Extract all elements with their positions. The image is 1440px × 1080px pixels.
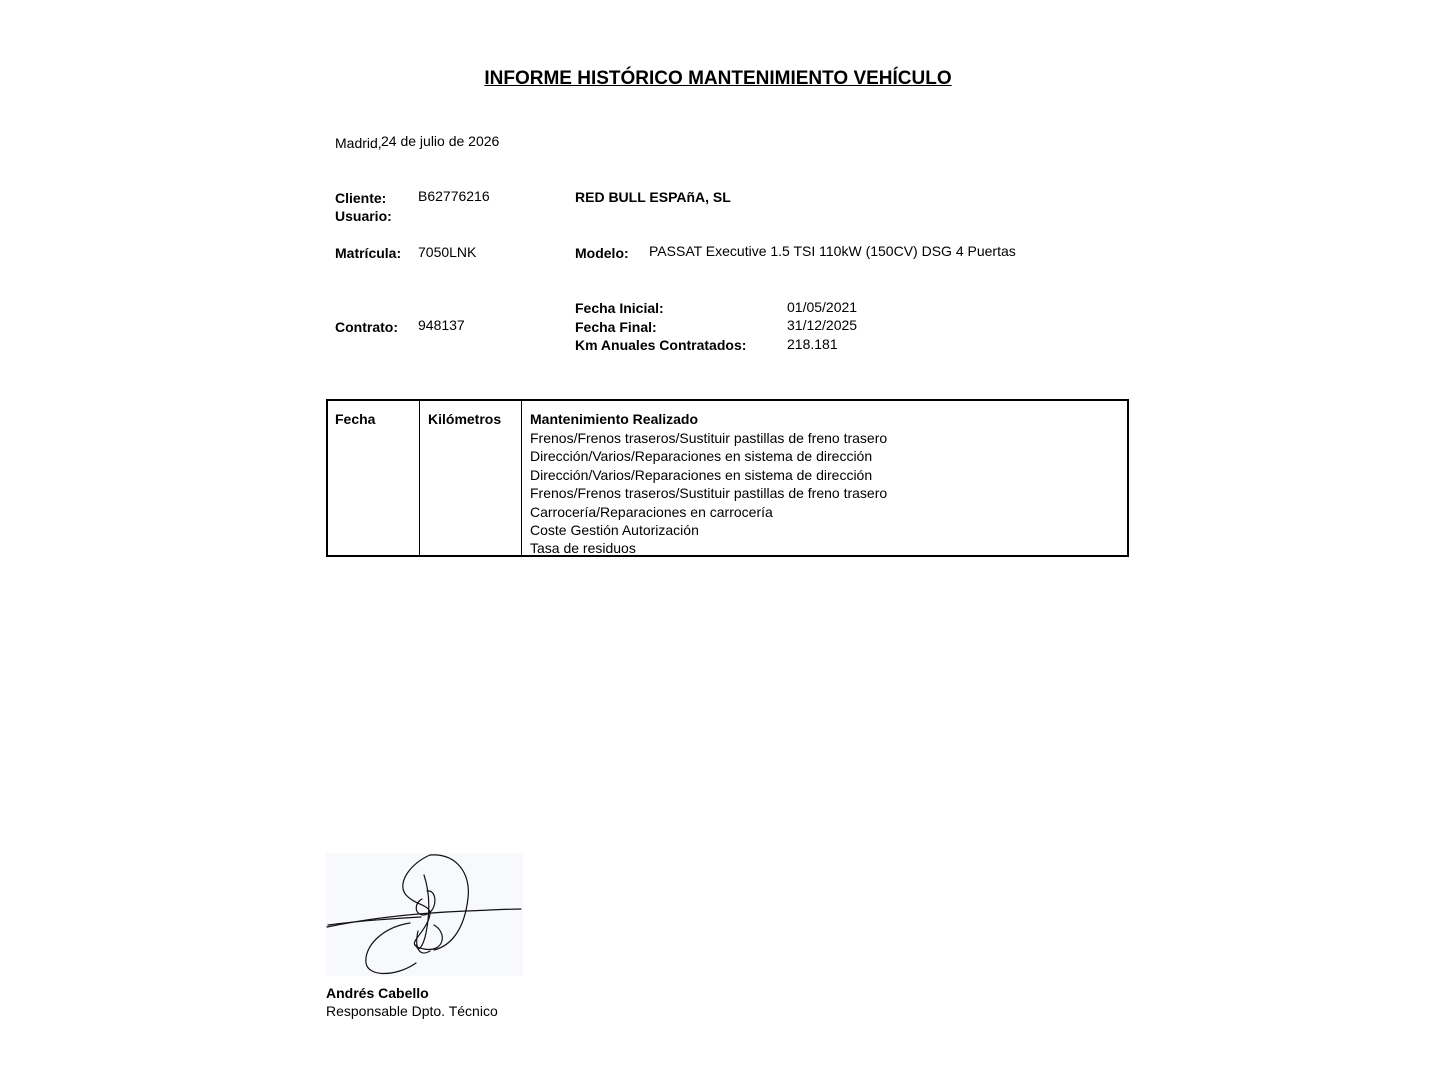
matricula-value: 7050LNK: [418, 244, 477, 260]
maintenance-item: Tasa de residuos: [530, 540, 636, 557]
usuario-label: Usuario:: [335, 208, 392, 224]
modelo-label: Modelo:: [575, 245, 629, 261]
maintenance-item: Frenos/Frenos traseros/Sustituir pastillas de freno trasero: [530, 430, 888, 446]
handwritten-signature: [326, 853, 523, 976]
fecha-final-value: 31/12/2025: [787, 317, 858, 333]
report-title: INFORME HISTÓRICO MANTENIMIENTO VEHÍCULO: [484, 68, 952, 89]
company-name: RED BULL ESPAñA, SL: [575, 189, 731, 205]
signer-name: Andrés Cabello: [326, 985, 429, 1001]
fecha-inicial-label: Fecha Inicial:: [575, 300, 664, 316]
maintenance-item: Carrocería/Reparaciones en carrocería: [530, 503, 773, 520]
column-header-mantenimiento: Mantenimiento Realizado: [530, 411, 699, 427]
maintenance-item: Dirección/Varios/Reparaciones en sistema de dirección: [530, 466, 873, 483]
report-date: 24 de julio de 2026: [381, 133, 500, 149]
report-place: Madrid,: [335, 135, 382, 151]
mantenimiento-column: [521, 401, 1127, 555]
column-header-fecha: Fecha: [335, 411, 376, 427]
maintenance-list: [530, 429, 887, 558]
contrato-label: Contrato:: [335, 319, 398, 335]
cliente-label: Cliente:: [335, 190, 387, 206]
maintenance-table: [326, 399, 1129, 557]
maintenance-item: Dirección/Varios/Reparaciones en sistema de dirección: [530, 448, 873, 465]
cliente-value: B62776216: [418, 188, 490, 204]
matricula-label: Matrícula:: [335, 245, 402, 261]
signer-role: Responsable Dpto. Técnico: [326, 1003, 498, 1019]
fecha-column: [328, 401, 420, 555]
maintenance-item: Frenos/Frenos traseros/Sustituir pastillas de freno trasero: [530, 485, 888, 502]
modelo-value: PASSAT Executive 1.5 TSI 110kW (150CV) DSG 4 Puertas: [649, 243, 1016, 259]
maintenance-item: Coste Gestión Autorización: [530, 521, 699, 538]
kilometros-column: [419, 401, 522, 555]
km-anuales-value: 218.181: [787, 336, 838, 352]
contrato-value: 948137: [418, 317, 465, 333]
column-header-kilometros: Kilómetros: [428, 411, 502, 427]
fecha-final-label: Fecha Final:: [575, 319, 657, 335]
fecha-inicial-value: 01/05/2021: [787, 299, 858, 315]
km-anuales-label: Km Anuales Contratados:: [575, 337, 747, 353]
